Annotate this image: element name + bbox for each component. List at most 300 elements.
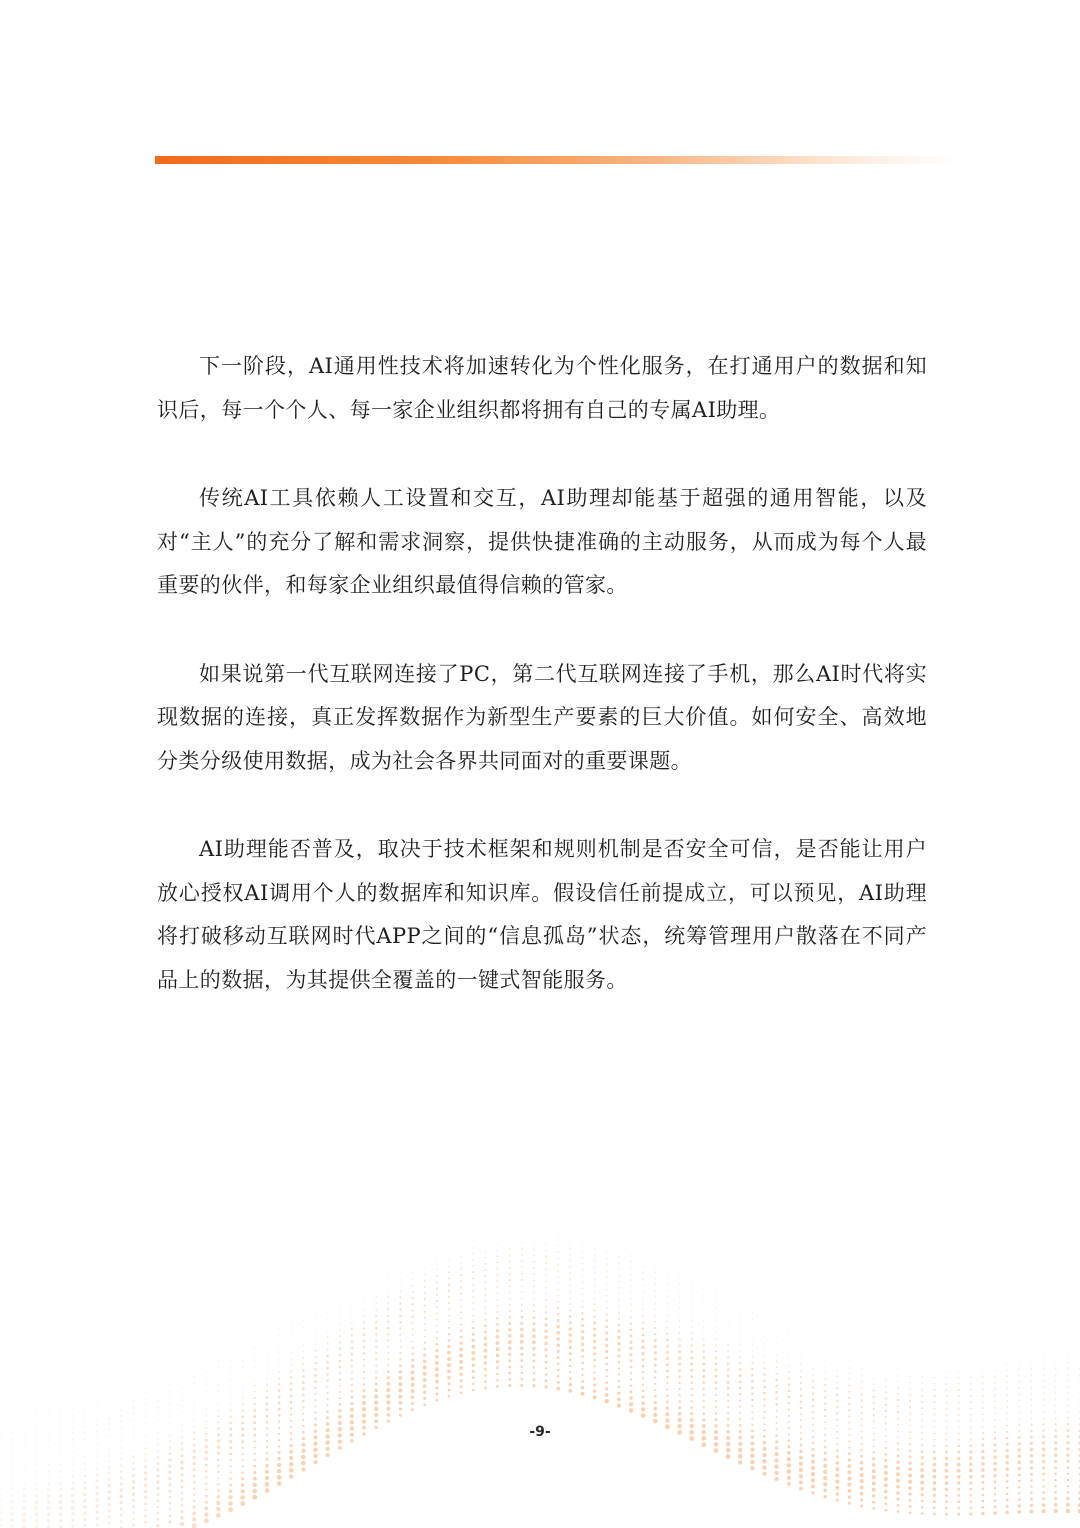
wave-dot (896, 1491, 899, 1494)
wave-dot (339, 1305, 340, 1306)
wave-dot (181, 1393, 183, 1395)
wave-dot (374, 1394, 378, 1398)
wave-dot (0, 1413, 1, 1414)
wave-dot (581, 1343, 584, 1346)
wave-dot (108, 1522, 110, 1524)
wave-dot (1067, 1355, 1068, 1356)
wave-dot (399, 1358, 401, 1360)
wave-dot (557, 1270, 559, 1272)
wave-dot (884, 1502, 887, 1505)
wave-dot (800, 1444, 803, 1447)
wave-dot (667, 1290, 668, 1291)
wave-dot (641, 1401, 645, 1405)
wave-dot (399, 1334, 401, 1336)
wave-dot (351, 1353, 354, 1356)
wave-dot (448, 1284, 450, 1286)
wave-dot (339, 1385, 341, 1387)
wave-dot (557, 1369, 559, 1371)
wave-dot (254, 1373, 255, 1374)
wave-dot (375, 1327, 377, 1329)
wave-dot (606, 1246, 607, 1247)
wave-dot (290, 1413, 292, 1415)
wave-dot (739, 1387, 742, 1390)
wave-dot (1043, 1374, 1045, 1376)
wave-dot (630, 1261, 631, 1262)
wave-dot (192, 1517, 196, 1521)
wave-dot (289, 1456, 293, 1460)
wave-dot (435, 1380, 439, 1384)
wave-dot (313, 1448, 318, 1453)
wave-dot (776, 1324, 777, 1325)
wave-dot (933, 1488, 936, 1491)
wave-dot (217, 1458, 220, 1461)
wave-dot (606, 1369, 608, 1371)
wave-dot (823, 1458, 827, 1462)
wave-dot (424, 1317, 426, 1319)
wave-dot (982, 1401, 984, 1403)
wave-dot (47, 1488, 50, 1491)
wave-dot (884, 1471, 888, 1475)
wave-dot (788, 1353, 789, 1354)
wave-dot (400, 1278, 401, 1279)
wave-dot (496, 1329, 499, 1332)
wave-dot (96, 1418, 98, 1420)
wave-dot (799, 1487, 803, 1491)
wave-dot (483, 1343, 487, 1347)
wave-dot (934, 1371, 935, 1372)
wave-dot (193, 1382, 194, 1383)
wave-dot (993, 1511, 996, 1514)
wave-dot (36, 1408, 37, 1409)
wave-dot (666, 1370, 669, 1373)
wave-dot (533, 1378, 536, 1381)
wave-dot (751, 1405, 753, 1407)
wave-dot (1043, 1368, 1044, 1369)
wave-dot (1054, 1491, 1057, 1494)
wave-dot (11, 1451, 13, 1453)
wave-dot (800, 1339, 801, 1340)
wave-dot (812, 1392, 815, 1395)
wave-dot (290, 1388, 293, 1391)
wave-dot (824, 1446, 827, 1449)
wave-dot (47, 1519, 50, 1522)
wave-dot (59, 1519, 62, 1522)
wave-dot (569, 1266, 571, 1268)
wave-dot (387, 1321, 389, 1323)
wave-dot (630, 1378, 632, 1380)
wave-dot (981, 1450, 984, 1453)
wave-dot (739, 1399, 741, 1401)
wave-dot (546, 1238, 547, 1239)
wave-dot (338, 1440, 342, 1444)
wave-dot (252, 1489, 257, 1494)
wave-dot (35, 1476, 37, 1478)
wave-dot (630, 1298, 631, 1299)
wave-dot (423, 1372, 427, 1376)
wave-dot (533, 1243, 534, 1244)
wave-dot (497, 1243, 498, 1244)
wave-dot (84, 1413, 86, 1415)
wave-dot (544, 1335, 548, 1339)
wave-dot (1006, 1394, 1008, 1396)
wave-dot (715, 1350, 717, 1352)
wave-dot (763, 1379, 766, 1382)
wave-dot (702, 1356, 705, 1359)
wave-dot (364, 1279, 365, 1280)
wave-dot (655, 1315, 656, 1316)
wave-dot (666, 1357, 669, 1360)
wave-dot (751, 1418, 753, 1420)
wave-dot (47, 1513, 51, 1517)
wave-dot (993, 1455, 997, 1459)
wave-dot (313, 1441, 317, 1445)
wave-dot (1019, 1412, 1020, 1413)
wave-dot (363, 1383, 365, 1385)
wave-dot (483, 1349, 487, 1353)
wave-dot (679, 1394, 681, 1396)
wave-dot (934, 1377, 935, 1378)
wave-dot (11, 1476, 13, 1478)
wave-dot (715, 1356, 718, 1359)
wave-dot (180, 1467, 183, 1470)
wave-dot (606, 1258, 608, 1260)
wave-dot (423, 1397, 426, 1400)
wave-dot (605, 1387, 608, 1390)
wave-dot (497, 1237, 498, 1238)
wave-dot (400, 1266, 401, 1267)
wave-dot (472, 1389, 475, 1392)
wave-dot (387, 1420, 390, 1423)
wave-dot (351, 1334, 353, 1336)
wave-dot (582, 1263, 584, 1265)
wave-dot (545, 1268, 547, 1270)
wave-dot (180, 1454, 183, 1457)
wave-dot (824, 1402, 826, 1404)
wave-dot (654, 1333, 656, 1335)
wave-dot (593, 1328, 596, 1331)
wave-dot (921, 1506, 924, 1509)
wave-dot (848, 1415, 850, 1417)
wave-dot (629, 1347, 632, 1350)
wave-dot (448, 1296, 450, 1298)
wave-dot (459, 1341, 462, 1344)
wave-dot (642, 1285, 643, 1286)
wave-dot (569, 1327, 572, 1330)
wave-dot (715, 1394, 717, 1396)
wave-dot (375, 1339, 377, 1341)
wave-dot (1030, 1473, 1033, 1476)
wave-dot (277, 1457, 281, 1461)
wave-dot (1067, 1386, 1068, 1387)
wave-dot (544, 1348, 547, 1351)
header-accent-bar (155, 156, 955, 164)
wave-dot (994, 1388, 996, 1390)
wave-dot (302, 1394, 305, 1397)
wave-dot (908, 1474, 912, 1478)
wave-dot (982, 1487, 985, 1490)
wave-dot (812, 1442, 814, 1444)
wave-dot (266, 1378, 267, 1379)
wave-dot (569, 1359, 572, 1362)
wave-dot (812, 1380, 814, 1382)
wave-dot (776, 1354, 777, 1355)
wave-dot (909, 1413, 911, 1415)
wave-dot (266, 1366, 267, 1367)
wave-dot (411, 1309, 413, 1311)
wave-dot (509, 1279, 511, 1281)
wave-dot (435, 1349, 438, 1352)
wave-dot (1019, 1418, 1021, 1420)
wave-dot (945, 1494, 948, 1497)
wave-dot (606, 1301, 607, 1302)
wave-dot (823, 1489, 827, 1493)
wave-dot (1006, 1443, 1009, 1446)
wave-dot (812, 1417, 814, 1419)
wave-dot (642, 1328, 644, 1330)
wave-dot (387, 1327, 389, 1329)
wave-dot (520, 1334, 524, 1338)
wave-dot (823, 1476, 827, 1480)
wave-dot (169, 1514, 172, 1517)
wave-dot (727, 1412, 729, 1414)
wave-dot (752, 1344, 753, 1345)
wave-dot (181, 1504, 183, 1506)
wave-dot (763, 1373, 765, 1375)
wave-dot (861, 1369, 862, 1370)
wave-dot (642, 1303, 643, 1304)
wave-dot (655, 1296, 656, 1297)
wave-dot (606, 1270, 608, 1272)
wave-dot (1018, 1480, 1021, 1483)
wave-dot (1054, 1460, 1057, 1463)
wave-dot (473, 1247, 474, 1248)
wave-dot (594, 1248, 595, 1249)
wave-dot (837, 1363, 838, 1364)
wave-dot (884, 1465, 888, 1469)
wave-dot (375, 1352, 377, 1354)
wave-dot (570, 1248, 571, 1249)
wave-dot (824, 1384, 826, 1386)
wave-dot (412, 1328, 414, 1330)
wave-dot (860, 1455, 863, 1458)
wave-dot (315, 1405, 317, 1407)
wave-dot (545, 1373, 548, 1376)
wave-dot (363, 1359, 365, 1361)
wave-dot (448, 1277, 450, 1279)
wave-dot (71, 1500, 75, 1504)
wave-dot (241, 1440, 244, 1443)
wave-dot (96, 1511, 99, 1514)
wave-dot (132, 1480, 135, 1483)
wave-dot (205, 1483, 207, 1485)
wave-dot (230, 1391, 231, 1392)
wave-dot (981, 1462, 985, 1466)
wave-dot (557, 1245, 558, 1246)
wave-dot (314, 1368, 317, 1371)
wave-dot (205, 1421, 207, 1423)
wave-dot (48, 1402, 49, 1403)
wave-dot (908, 1480, 912, 1484)
wave-dot (84, 1444, 86, 1446)
wave-dot (570, 1291, 571, 1292)
wave-dot (326, 1373, 329, 1376)
wave-dot (581, 1312, 583, 1314)
wave-dot (303, 1314, 304, 1315)
wave-dot (279, 1347, 280, 1348)
wave-dot (339, 1397, 341, 1399)
wave-dot (909, 1400, 911, 1402)
wave-dot (569, 1260, 571, 1262)
wave-dot (144, 1515, 146, 1517)
wave-dot (812, 1448, 815, 1451)
wave-dot (910, 1364, 911, 1365)
wave-dot (84, 1457, 85, 1458)
wave-dot (545, 1311, 547, 1313)
wave-dot (787, 1445, 790, 1448)
wave-dot (447, 1382, 450, 1385)
wave-dot (290, 1376, 292, 1378)
wave-dot (727, 1393, 729, 1395)
wave-dot (242, 1360, 243, 1361)
wave-dot (351, 1322, 353, 1324)
wave-dot (206, 1384, 207, 1385)
wave-dot (958, 1383, 960, 1385)
wave-dot (326, 1355, 328, 1357)
wave-dot (629, 1353, 632, 1356)
wave-dot (763, 1447, 767, 1451)
wave-dot (169, 1446, 171, 1448)
wave-dot (1067, 1374, 1069, 1376)
wave-dot (618, 1373, 620, 1375)
wave-dot (836, 1388, 838, 1390)
wave-dot (436, 1319, 438, 1321)
wave-dot (558, 1289, 559, 1290)
wave-dot (654, 1364, 657, 1367)
wave-dot (582, 1244, 583, 1245)
wave-dot (848, 1446, 850, 1448)
wave-dot (933, 1445, 935, 1447)
wave-dot (448, 1265, 450, 1267)
wave-dot (60, 1414, 62, 1416)
wave-dot (217, 1477, 219, 1479)
wave-dot (655, 1272, 656, 1273)
wave-dot (206, 1378, 207, 1379)
wave-dot (424, 1274, 425, 1275)
wave-dot (387, 1333, 389, 1335)
wave-dot (995, 1358, 996, 1359)
wave-dot (823, 1464, 827, 1468)
wave-dot (932, 1469, 936, 1473)
wave-dot (582, 1300, 584, 1302)
wave-dot (485, 1306, 487, 1308)
wave-dot (1030, 1460, 1033, 1463)
wave-dot (933, 1494, 936, 1497)
wave-dot (896, 1460, 899, 1463)
wave-dot (0, 1505, 2, 1509)
wave-dot (485, 1251, 486, 1252)
wave-dot (216, 1507, 220, 1511)
wave-dot (60, 1470, 62, 1472)
wave-dot (108, 1460, 110, 1462)
wave-dot (120, 1520, 122, 1522)
wave-dot (533, 1304, 535, 1306)
wave-dot (702, 1363, 705, 1366)
wave-dot (278, 1395, 281, 1398)
wave-dot (1055, 1374, 1057, 1376)
wave-dot (618, 1312, 620, 1314)
wave-dot (957, 1475, 961, 1479)
wave-dot (872, 1507, 875, 1510)
wave-dot (72, 1445, 74, 1447)
wave-dot (412, 1285, 414, 1287)
wave-dot (230, 1465, 232, 1467)
wave-dot (399, 1407, 402, 1410)
wave-dot (520, 1359, 523, 1362)
wave-dot (363, 1309, 364, 1310)
wave-dot (484, 1282, 486, 1284)
wave-dot (121, 1452, 123, 1454)
wave-dot (533, 1236, 534, 1237)
wave-dot (898, 1362, 899, 1363)
wave-dot (569, 1352, 572, 1355)
wave-dot (508, 1334, 512, 1338)
wave-dot (994, 1487, 997, 1490)
wave-dot (837, 1345, 838, 1346)
wave-dot (885, 1441, 887, 1443)
wave-dot (266, 1458, 269, 1461)
wave-dot (776, 1360, 777, 1361)
wave-dot (472, 1333, 475, 1336)
wave-dot (532, 1347, 535, 1350)
wave-dot (400, 1340, 402, 1342)
wave-dot (884, 1459, 887, 1462)
wave-dot (362, 1407, 366, 1411)
wave-dot (557, 1301, 559, 1303)
wave-dot (703, 1338, 705, 1340)
wave-dot (752, 1319, 753, 1320)
wave-dot (388, 1290, 389, 1291)
wave-dot (618, 1293, 619, 1294)
wave-dot (679, 1308, 680, 1309)
wave-dot (521, 1236, 522, 1237)
wave-dot (472, 1370, 475, 1373)
wave-dot (314, 1356, 316, 1358)
wave-dot (388, 1272, 389, 1273)
wave-dot (618, 1300, 619, 1301)
wave-dot (497, 1231, 498, 1232)
wave-dot (629, 1402, 633, 1406)
wave-dot (508, 1378, 511, 1381)
wave-dot (108, 1454, 109, 1455)
wave-dot (253, 1483, 257, 1487)
wave-dot (96, 1517, 99, 1520)
wave-dot (206, 1415, 207, 1416)
wave-dot (168, 1471, 171, 1474)
wave-dot (957, 1457, 960, 1460)
wave-dot (254, 1459, 256, 1461)
wave-dot (84, 1419, 86, 1421)
wave-dot (484, 1337, 488, 1341)
wave-dot (520, 1322, 523, 1325)
wave-dot (946, 1371, 947, 1372)
wave-dot (982, 1364, 983, 1365)
decorative-dot-wave (0, 1198, 1080, 1528)
wave-dot (703, 1308, 704, 1309)
wave-dot (12, 1408, 13, 1409)
wave-dot (157, 1444, 159, 1446)
wave-dot (691, 1338, 693, 1340)
wave-dot (836, 1455, 839, 1458)
